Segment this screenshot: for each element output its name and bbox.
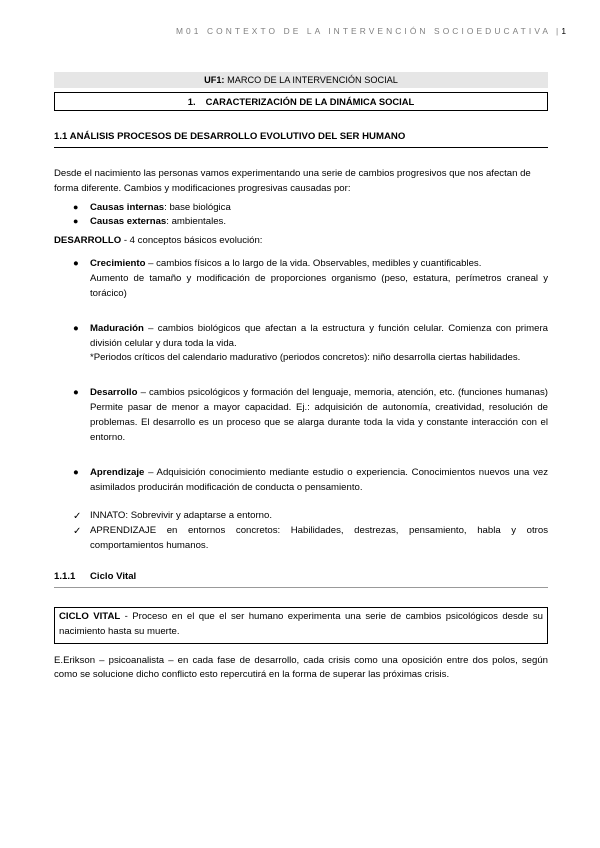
list-item <box>54 466 548 496</box>
bullet-icon: ● <box>73 387 79 399</box>
desarrollo-text: - 4 conceptos básicos evolución: <box>121 235 263 247</box>
bullet-icon: ● <box>73 322 79 334</box>
running-title: M01 CONTEXTO DE LA INTERVENCIÓN SOCIOEDUCATIVA | <box>175 26 562 36</box>
subsubsection-number: 1.1.1 <box>54 571 76 583</box>
list-item <box>54 509 548 524</box>
cause-text: : base biológica <box>164 201 231 213</box>
checks-list <box>54 509 548 554</box>
list-item <box>54 257 548 302</box>
list-item <box>54 524 548 554</box>
concept-text: – cambios físicos a lo largo de la vida. Observables, medibles y cuantificables. <box>145 258 482 270</box>
concept-term: Aprendizaje <box>90 466 145 478</box>
check-text: APRENDIZAJE en entornos concretos: Habilidades, destrezas, pensamiento, habla y otros comportamientos humanos. <box>90 525 548 552</box>
unit-title: MARCO DE LA INTERVENCIÓN SOCIAL <box>227 75 398 85</box>
subsection-heading <box>54 130 548 148</box>
cause-text: : ambientales. <box>166 216 226 228</box>
bullet-icon: ● <box>73 216 79 227</box>
concept-text: – cambios biológicos que afectan a la estructura y función celular. Comienza con primera división celular y dura toda la vida. <box>90 322 548 349</box>
desarrollo-term: DESARROLLO <box>54 235 122 247</box>
bullet-icon: ● <box>73 258 79 270</box>
section-number: 1. <box>187 96 196 107</box>
cause-term: Causas externas <box>90 216 167 228</box>
causes-list <box>54 201 548 231</box>
section-heading <box>54 92 548 111</box>
section-title: CARACTERIZACIÓN DE LA DINÁMICA SOCIAL <box>205 96 415 107</box>
checkmark-icon: ✓ <box>73 511 82 523</box>
unit-bar <box>54 72 548 88</box>
concept-term: Desarrollo <box>90 387 138 399</box>
subsection-title: ANÁLISIS PROCESOS DE DESARROLLO EVOLUTIVO DEL SER HUMANO <box>69 131 406 142</box>
subsubsection-title: Ciclo Vital <box>90 571 137 583</box>
definition-box <box>54 607 548 644</box>
checkmark-icon: ✓ <box>73 526 82 538</box>
definition-text: - Proceso en el que el ser humano experimenta una serie de cambios psicológicos desde su nacimiento hasta su muerte. <box>59 610 544 637</box>
concept-text: – Adquisición conocimiento mediante estudio o experiencia. Conocimientos nuevos una vez asimilados producirán modificación de conducta o pensamiento. <box>90 466 548 493</box>
bullet-icon: ● <box>73 201 79 212</box>
intro-paragraph: Desde el nacimiento las personas vamos experimentando una serie de cambios progresivos que nos afectan de forma diferente. Cambios y modificaciones progresivas causadas por: <box>54 167 531 194</box>
concept-term: Maduración <box>90 322 144 334</box>
concept-text: – cambios psicológicos y formación del lenguaje, memoria, atención, etc. (funciones humanas) Permite pasar de menor a mayor capacidad. Ej.: adquisición de autonomía, creatividad, resolución de problemas. El desarrollo es un proceso que se alarga durante toda la vida y constante interacción con el entorno. <box>90 387 548 443</box>
list-item <box>54 386 548 445</box>
definition-term: CICLO VITAL <box>59 610 121 622</box>
bullet-icon: ● <box>73 466 79 478</box>
subsection-number: 1.1 <box>54 131 68 142</box>
concepts-list <box>54 257 548 495</box>
concept-extra: *Periodos críticos del calendario madurativo (periodos concretos): niño desarrolla ciertas habilidades. <box>90 352 521 364</box>
subsubsection-heading <box>54 570 548 588</box>
list-item <box>54 215 548 230</box>
document-content <box>54 72 548 683</box>
erikson-paragraph: E.Erikson – psicoanalista – en cada fase de desarrollo, cada crisis como una oposición entre dos polos, según como se solucione dicho conflicto esto repercutirá en la forma de superar las próximas crisis. <box>54 654 548 681</box>
concept-extra: Aumento de tamaño y modificación de proporciones organismo (peso, estatura, perímetros craneal y torácico) <box>90 273 548 299</box>
desarrollo-intro <box>54 234 548 249</box>
page-number: 1 <box>561 26 566 36</box>
unit-code: UF1: <box>204 75 225 85</box>
check-text: INNATO: Sobrevivir y adaptarse a entorno. <box>90 510 273 522</box>
list-item <box>54 201 548 216</box>
concept-term: Crecimiento <box>90 258 146 270</box>
cause-term: Causas internas <box>90 201 165 213</box>
running-header <box>176 25 566 38</box>
list-item <box>54 322 548 367</box>
